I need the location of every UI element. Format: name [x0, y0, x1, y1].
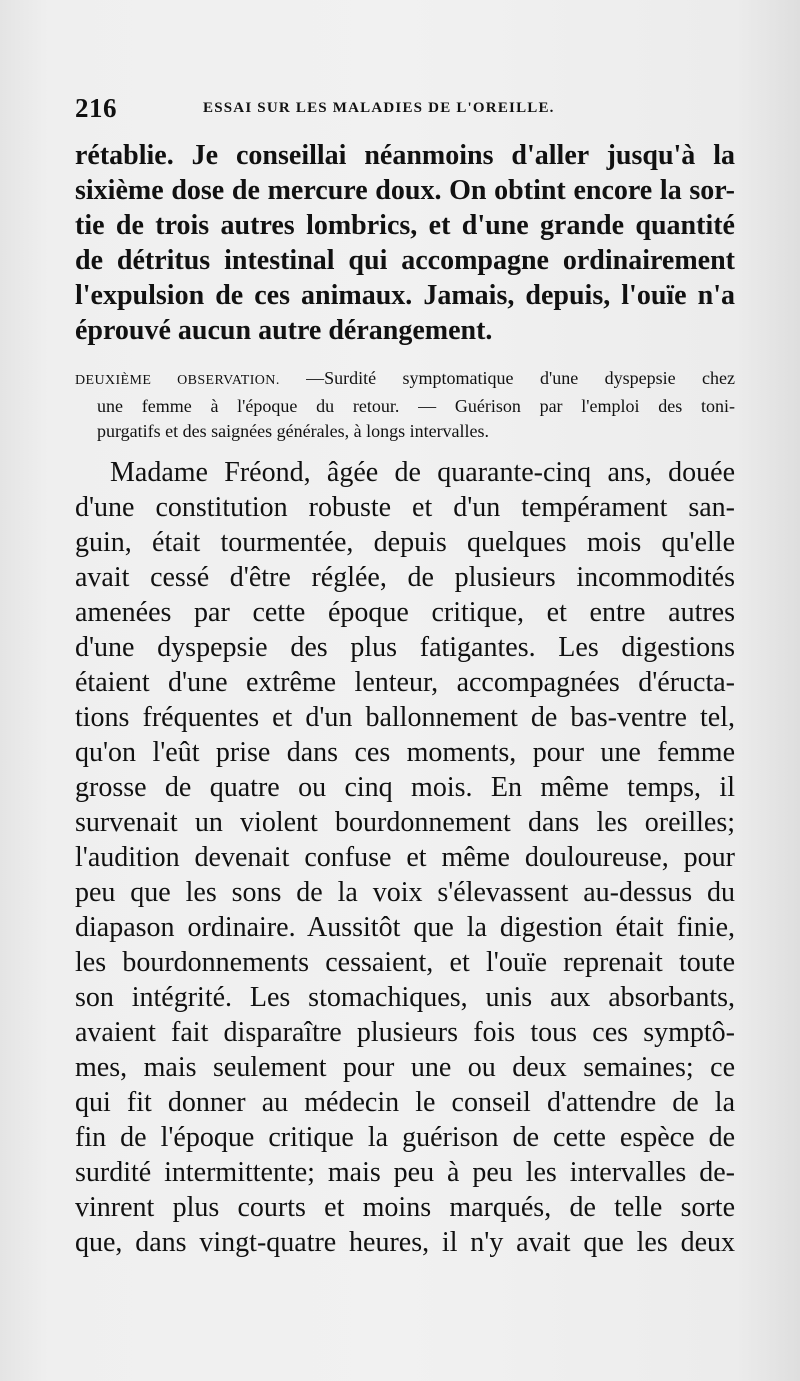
observation-heading-line2: une femme à l'époque du retour. — Guérison par l'emploi des toni- — [97, 396, 735, 416]
paragraph2-line: étaient d'une extrême lenteur, accompagnées d'éructa- — [75, 667, 735, 698]
paragraph2-line: avaient fait disparaître plusieurs fois tous ces symptô- — [75, 1017, 735, 1048]
paragraph2-line: d'une dyspepsie des plus fatigantes. Les digestions — [75, 632, 735, 663]
observation-heading-line3: purgatifs et des saignées générales, à longs intervalles. — [97, 421, 490, 441]
paragraph2-line: tions fréquentes et d'un ballonnement de bas-ventre tel, — [75, 702, 735, 733]
observation-heading-text: —Surdité symptomatique d'une dyspepsie chez — [279, 368, 735, 388]
observation-heading-line1 — [75, 366, 735, 390]
paragraph2-line: l'audition devenait confuse et même douloureuse, pour — [75, 842, 735, 873]
paragraph2-line: survenait un violent bourdonnement dans les oreilles; — [75, 807, 735, 838]
paragraph2-line: qui fit donner au médecin le conseil d'attendre de la — [75, 1087, 735, 1118]
paragraph2-line: guin, était tourmentée, depuis quelques mois qu'elle — [75, 527, 735, 558]
paragraph2-line: qu'on l'eût prise dans ces moments, pour une femme — [75, 737, 735, 768]
paragraph2-line: que, dans vingt-quatre heures, il n'y avait que les deux — [75, 1227, 735, 1258]
paragraph2-line: Madame Fréond, âgée de quarante-cinq ans, douée — [110, 457, 735, 488]
paragraph2-line: surdité intermittente; mais peu à peu les intervalles de- — [75, 1157, 735, 1188]
paragraph1-line: sixième dose de mercure doux. On obtint encore la sor- — [75, 175, 735, 206]
paragraph2-line: vinrent plus courts et moins marqués, de telle sorte — [75, 1192, 735, 1223]
paragraph1-line: éprouvé aucun autre dérangement. — [75, 315, 493, 346]
paragraph2-line: fin de l'époque critique la guérison de cette espèce de — [75, 1122, 735, 1153]
paragraph2-line: d'une constitution robuste et d'un tempérament san- — [75, 492, 735, 523]
page-number: 216 — [75, 93, 117, 123]
paragraph1-line: l'expulsion de ces animaux. Jamais, depuis, l'ouïe n'a — [75, 280, 735, 311]
paragraph2-line: mes, mais seulement pour une ou deux semaines; ce — [75, 1052, 735, 1083]
running-title: ESSAI SUR LES MALADIES DE L'OREILLE. — [203, 100, 555, 116]
paragraph2-line: avait cessé d'être réglée, de plusieurs incommodités — [75, 562, 735, 593]
paragraph2-line: les bourdonnements cessaient, et l'ouïe reprenait toute — [75, 947, 735, 978]
paragraph2-line: amenées par cette époque critique, et entre autres — [75, 597, 735, 628]
paragraph2-line: son intégrité. Les stomachiques, unis aux absorbants, — [75, 982, 735, 1013]
paragraph1-line: tie de trois autres lombrics, et d'une grande quantité — [75, 210, 735, 241]
paragraph2-line: peu que les sons de la voix s'élevassent au-dessus du — [75, 877, 735, 908]
paragraph1-line: de détritus intestinal qui accompagne ordinairement — [75, 245, 735, 276]
paragraph2-line: diapason ordinaire. Aussitôt que la digestion était finie, — [75, 912, 735, 943]
paragraph1-line: rétablie. Je conseillai néanmoins d'aller jusqu'à la — [75, 140, 735, 171]
observation-label: DEUXIÈME OBSERVATION. — [75, 373, 280, 388]
page-header — [75, 93, 735, 129]
paragraph2-line: grosse de quatre ou cinq mois. En même temps, il — [75, 772, 735, 803]
